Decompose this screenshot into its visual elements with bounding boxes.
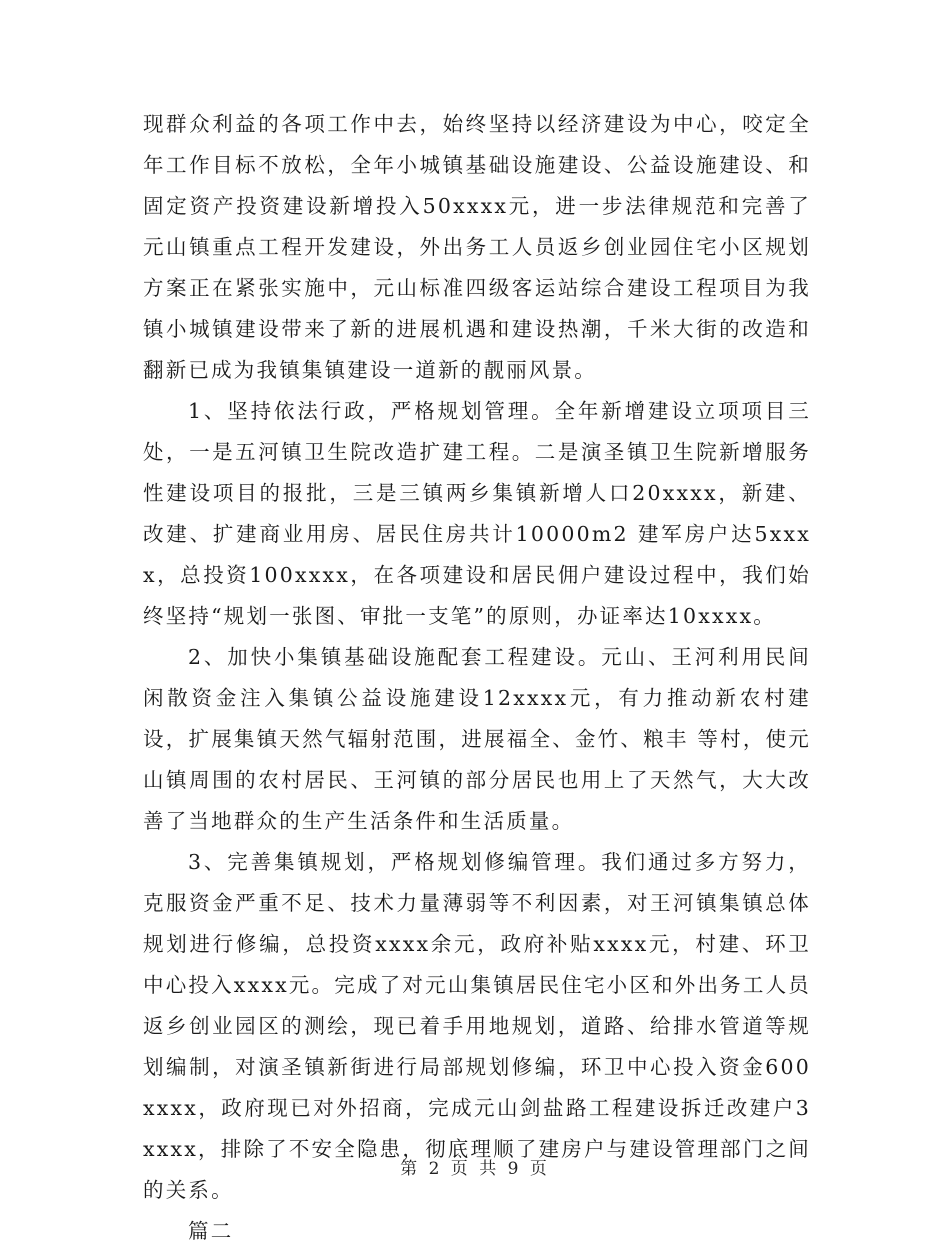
paragraph-item-1: 1、坚持依法行政，严格规划管理。全年新增建设立项项目三处，一是五河镇卫生院改造扩建工程。二是演圣镇卫生院新增服务性建设项目的报批，三是三镇两乡集镇新增人口20xxxx，新建、改建、扩建商业用房、居民住房共计10000m2 建军房户达5xxxx，总投资100xxxx，在各项建设和居民佣户建设过程中，我们始终坚持“规划一张图、审批一支笔”的原则，办证率达10xxxx。	[143, 399, 811, 628]
page-number-footer: 第 2 页 共 9 页	[400, 1159, 550, 1179]
document-body	[143, 104, 811, 1252]
section-heading-part-two: 篇二	[188, 1219, 234, 1243]
paragraph-intro: 现群众利益的各项工作中去，始终坚持以经济建设为中心，咬定全年工作目标不放松，全年小城镇基础设施建设、公益设施建设、和固定资产投资建设新增投入50xxxx元，进一步法律规范和完善了元山镇重点工程开发建设，外出务工人员返乡创业园住宅小区规划方案正在紧张实施中，元山标准四级客运站综合建设工程项目为我镇小城镇建设带来了新的进展机遇和建设热潮，千米大街的改造和翻新已成为我镇集镇建设一道新的靓丽风景。	[143, 112, 811, 382]
paragraph-item-3: 3、完善集镇规划，严格规划修编管理。我们通过多方努力，克服资金严重不足、技术力量薄弱等不利因素，对王河镇集镇总体规划进行修编，总投资xxxx余元，政府补贴xxxx元，村建、环卫中心投入xxxx元。完成了对元山集镇居民住宅小区和外出务工人员返乡创业园区的测绘，现已着手用地规划，道路、给排水管道等规划编制，对演圣镇新街进行局部规划修编，环卫中心投入资金600xxxx，政府现已对外招商，完成元山剑盐路工程建设拆迁改建户3xxxx，排除了不安全隐患，彻底理顺了建房户与建设管理部门之间的关系。	[143, 850, 811, 1202]
paragraph-item-2: 2、加快小集镇基础设施配套工程建设。元山、王河利用民间闲散资金注入集镇公益设施建设12xxxx元，有力推动新农村建设，扩展集镇天然气辐射范围，进展福全、金竹、粮丰 等村，使元山镇周围的农村居民、王河镇的部分居民也用上了天然气，大大改善了当地群众的生产生活条件和生活质量。	[143, 645, 811, 833]
